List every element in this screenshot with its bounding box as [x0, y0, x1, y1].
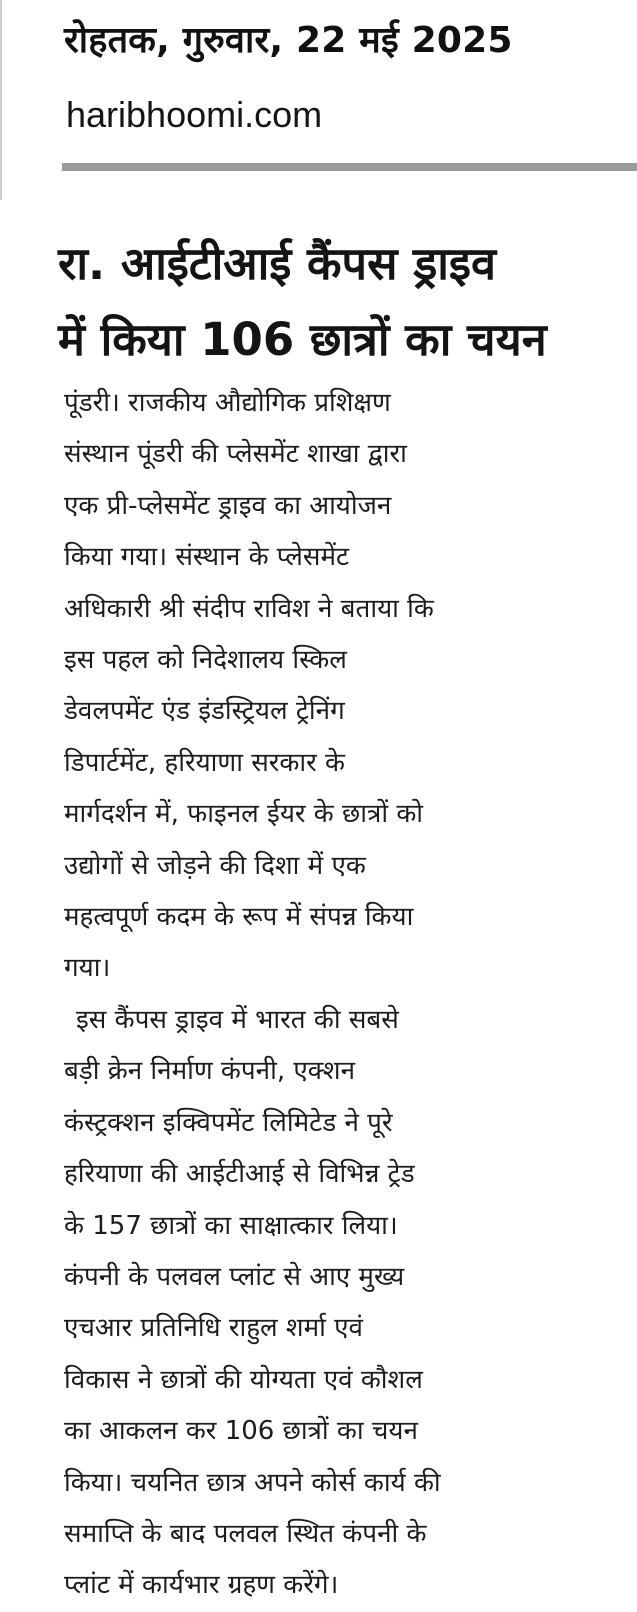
dateline: रोहतक, गुरुवार, 22 मई 2025 [64, 20, 513, 61]
headline-line: में किया 106 छात्रों का चयन [58, 313, 547, 366]
body-line: समाप्ति के बाद पलवल स्थित कंपनी के [64, 1518, 427, 1549]
body-line: उद्योगों से जोड़ने की दिशा में एक [64, 850, 366, 881]
body-line: पूंडरी। राजकीय औद्योगिक प्रशिक्षण [64, 388, 391, 418]
body-line: महत्वपूर्ण कदम के रूप में संपन्न किया [64, 902, 414, 933]
body-line: एचआर प्रतिनिधि राहुल शर्मा एवं [64, 1313, 363, 1344]
body-line: डिपार्टमेंट, हरियाणा सरकार के [64, 747, 345, 778]
body-line: कंस्ट्रक्शन इक्विपमेंट लिमिटेड ने पूरे [64, 1107, 393, 1138]
body-line: गया। [64, 953, 111, 984]
body-line: किया। चयनित छात्र अपने कोर्स कार्य की [64, 1467, 441, 1498]
body-line: बड़ी क्रेन निर्माण कंपनी, एक्शन [64, 1056, 356, 1087]
body-line: प्लांट में कार्यभार ग्रहण करेंगे। [64, 1570, 339, 1601]
body-line: कंपनी के पलवल प्लांट से आए मुख्य [64, 1261, 405, 1292]
article-headline [58, 226, 570, 378]
headline-line: रा. आईटीआई कैंपस ड्राइव [58, 237, 497, 290]
body-line: एक प्री-प्लेसमेंट ड्राइव का आयोजन [64, 490, 392, 521]
body-line: किया गया। संस्थान के प्लेसमेंट [64, 542, 350, 573]
masthead [0, 0, 637, 200]
body-line: मार्गदर्शन में, फाइनल ईयर के छात्रों को [64, 799, 424, 830]
body-line: इस कैंपस ड्राइव में भारत की सबसे [76, 1004, 399, 1035]
body-line: अधिकारी श्री संदीप राविश ने बताया कि [64, 593, 434, 624]
body-line: डेवलपमेंट एंड इंडस्ट्रियल ट्रेनिंग [64, 696, 345, 727]
website-url: haribhoomi.com [66, 94, 323, 135]
body-line: के 157 छात्रों का साक्षात्कार लिया। [64, 1210, 398, 1241]
body-line: का आकलन कर 106 छात्रों का चयन [64, 1416, 418, 1447]
body-line: विकास ने छात्रों की योग्यता एवं कौशल [64, 1364, 423, 1395]
body-line: संस्थान पूंडरी की प्लेसमेंट शाखा द्वारा [64, 439, 407, 470]
article-body [64, 378, 564, 1612]
masthead-divider [62, 163, 637, 171]
body-line: इस पहल को निदेशालय स्किल [64, 645, 347, 676]
body-line: हरियाणा की आईटीआई से विभिन्न ट्रेड [64, 1159, 415, 1190]
